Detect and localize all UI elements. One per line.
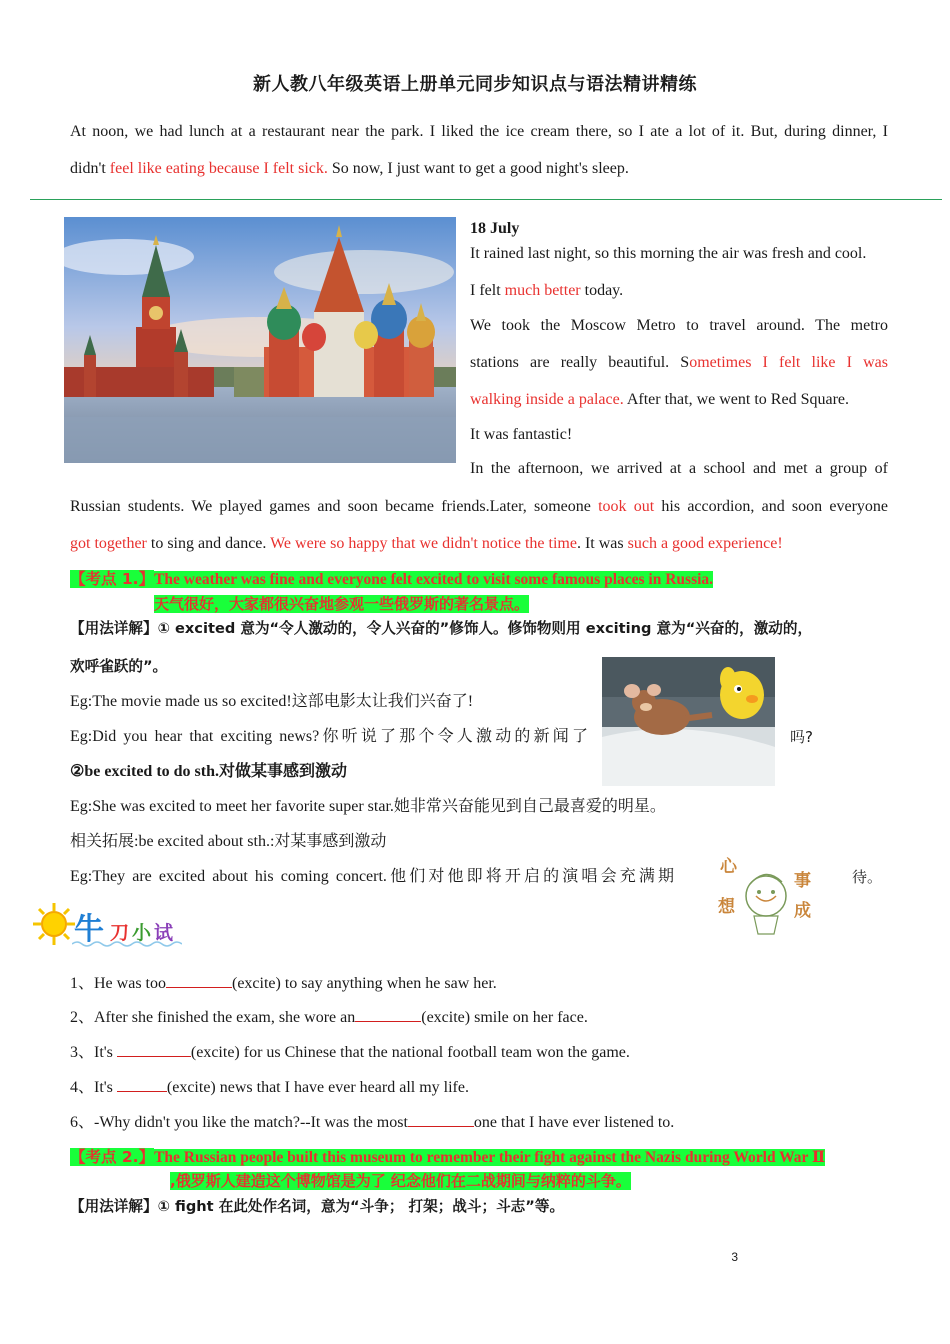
stamp-char-3: 事 xyxy=(794,871,811,891)
diary-line-9: got together to sing and dance. We were so happy that we didn't notice the time. It was such a good experience! xyxy=(70,535,783,552)
answer-blank[interactable] xyxy=(166,973,232,988)
diary-line-6: It was fantastic! xyxy=(470,426,573,443)
practice-logo xyxy=(32,900,182,950)
point-1-sub-2: ②be excited to do sth.对做某事感到激动 xyxy=(70,763,348,780)
answer-blank[interactable] xyxy=(117,1042,191,1057)
point-1-eg-4: Eg:They are excited about his coming concert.他们对他即将开启的演唱会充满期 xyxy=(70,868,674,885)
stamp-char-1: 心 xyxy=(720,857,737,877)
answer-blank[interactable] xyxy=(355,1007,421,1022)
point-1-extension: 相关拓展:be excited about sth.:对某事感到激动 xyxy=(70,833,387,850)
point-1-eg-4-end: 待。 xyxy=(852,868,883,886)
point-1-eg-3: Eg:She was excited to meet her favorite super star.她非常兴奋能见到自己最喜爱的明星。 xyxy=(70,798,666,815)
diary-line-5: walking inside a palace. After that, we went to Red Square. xyxy=(470,391,849,408)
diary-line-7: In the afternoon, we arrived at a school and met a group of xyxy=(470,460,888,477)
point-1-heading: 【考点 1.】The weather was fine and everyone felt excited to visit some famous places in Russia. xyxy=(70,570,714,588)
point-1-usage-cont: 欢呼雀跃的”。 xyxy=(70,658,168,675)
answer-blank[interactable] xyxy=(408,1112,474,1127)
logo-char-3: 小 xyxy=(132,922,152,944)
answer-blank[interactable] xyxy=(117,1077,167,1092)
page-number: 3 xyxy=(731,1250,738,1264)
point-1-eg-1: Eg:The movie made us so excited!这部电影太让我们兴奋了! xyxy=(70,693,474,710)
practice-q2: 2、After she finished the exam, she wore an (excite) smile on her face. xyxy=(70,1009,588,1026)
intro-line-2: didn't feel like eating because I felt sick. So now, I just want to get a good night's sleep. xyxy=(70,160,629,177)
logo-char-1: 牛 xyxy=(74,912,104,947)
practice-q4: 4、It's (excite) news that I have ever heard all my life. xyxy=(70,1079,469,1096)
logo-char-4: 试 xyxy=(154,922,174,944)
diary-date: 18 July xyxy=(470,220,520,237)
point-1-eg-2: Eg:Did you hear that exciting news?你听说了那个令人激动的新闻了 xyxy=(70,728,588,745)
diary-line-2: I felt much better today. xyxy=(470,282,624,299)
practice-q3: 3、It's (excite) for us Chinese that the national football team won the game. xyxy=(70,1044,630,1061)
moscow-kremlin-photo xyxy=(64,217,456,463)
sun-icon xyxy=(32,902,76,946)
wave-underline xyxy=(72,940,182,948)
section-divider xyxy=(30,199,942,200)
practice-q6: 6、-Why didn't you like the match?--It was the most one that I have ever listened to. xyxy=(70,1114,675,1131)
point-1-eg-2-end: 吗? xyxy=(790,728,813,746)
diary-line-8: Russian students. We played games and soon became friends.Later, someone took out his accordion, and soon everyone xyxy=(70,498,889,515)
point-2-usage: 【用法详解】① fight 在此处作名词，意为“斗争； 打架；战斗；斗志”等。 xyxy=(70,1198,565,1215)
page-title: 新人教八年级英语上册单元同步知识点与语法精讲精练 xyxy=(253,74,697,95)
stamp-char-2: 想 xyxy=(718,897,735,917)
diary-line-3: We took the Moscow Metro to travel around. The metro xyxy=(470,317,888,334)
intro-line-1: At noon, we had lunch at a restaurant near the park. I liked the ice cream there, so I ate a lot of it. But, during dinner, I xyxy=(70,123,888,140)
stamp-char-4: 成 xyxy=(794,901,811,921)
diary-line-1: It rained last night, so this morning the air was fresh and cool. xyxy=(470,245,867,262)
point-2-heading: 【考点 2.】The Russian people built this museum to remember their fight against the Nazis during World War Ⅱ xyxy=(70,1148,826,1166)
good-luck-stamp xyxy=(716,848,816,938)
diary-line-4: stations are really beautiful. Sometimes I felt like I was xyxy=(470,354,889,371)
point-2-translation: ,俄罗斯人建造这个博物馆是为了 纪念他们在二战期间与纳粹的斗争。 xyxy=(170,1172,631,1190)
logo-char-2: 刀 xyxy=(110,922,130,944)
point-1-usage: 【用法详解】① excited 意为“令人激动的，令人兴奋的”修饰人。修饰物则用 exciting 意为“兴奋的，激动的， xyxy=(70,620,813,637)
point-1-translation: 天气很好，大家都很兴奋地参观一些俄罗斯的著名景点。 xyxy=(154,595,530,613)
practice-q1: 1、He was too (excite) to say anything when he saw her. xyxy=(70,975,497,992)
